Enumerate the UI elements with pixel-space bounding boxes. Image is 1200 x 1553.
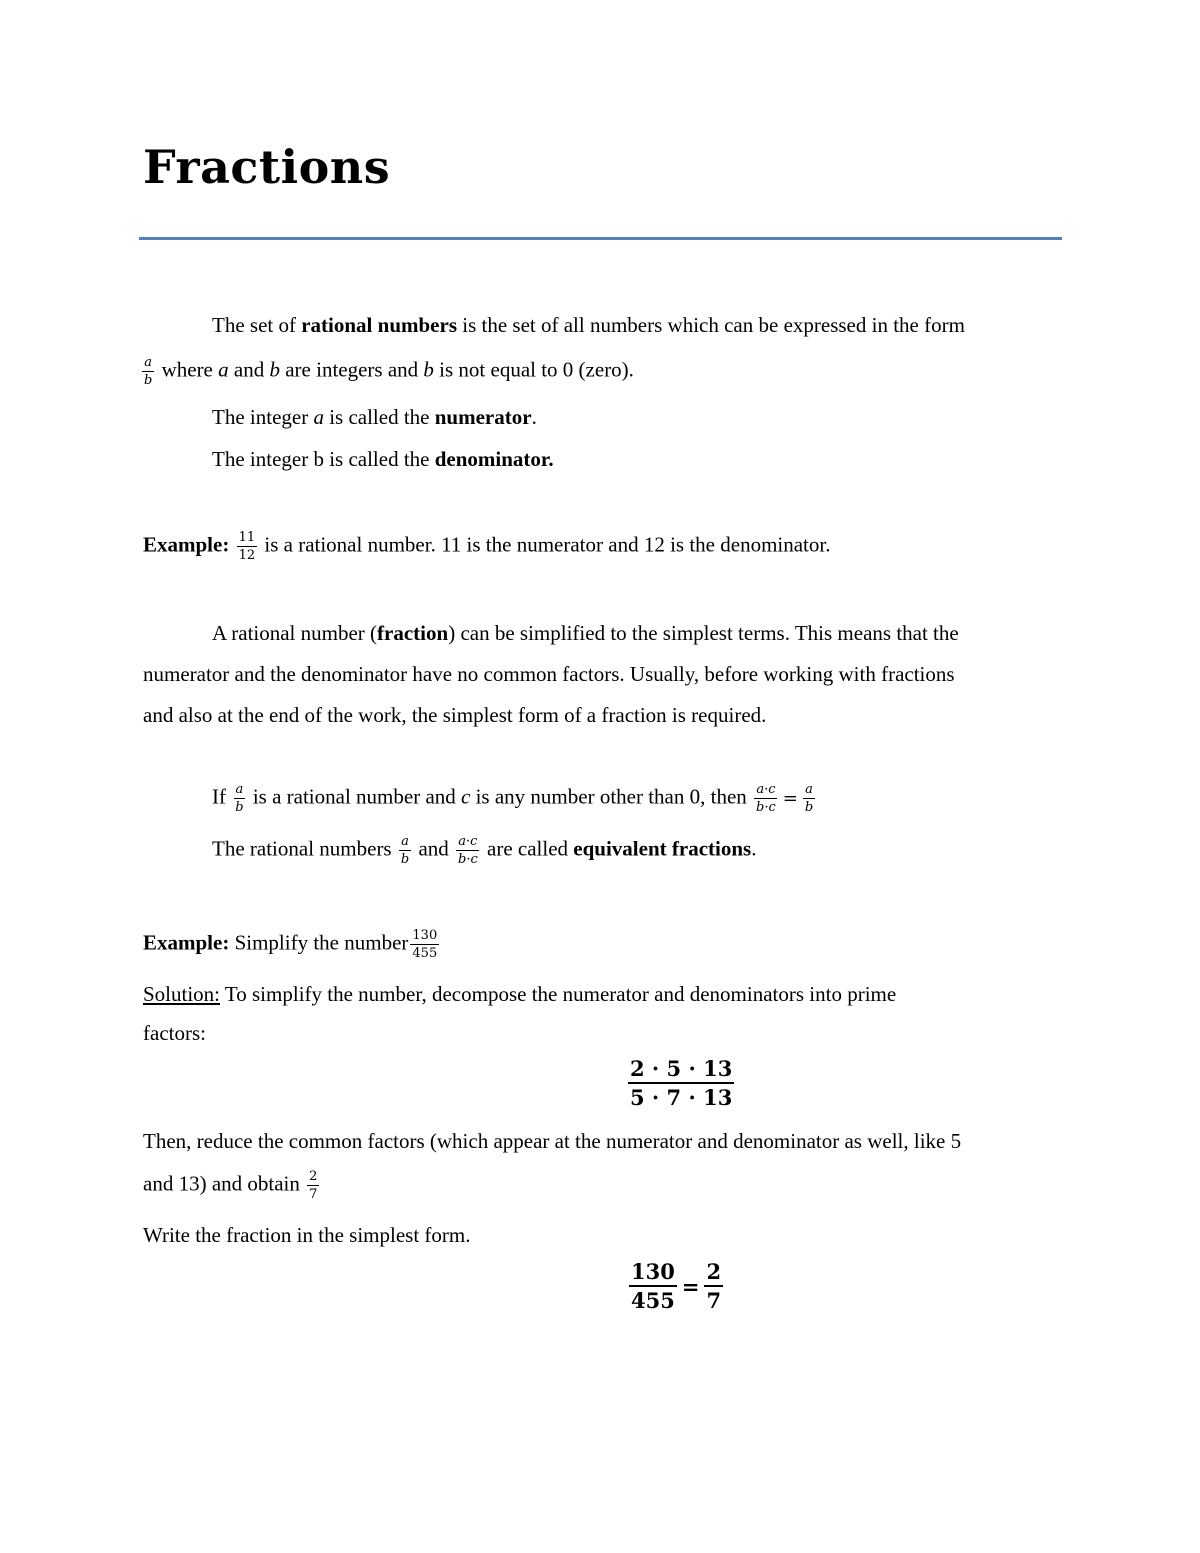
text: . [531, 405, 537, 429]
example-label: Example: [143, 532, 230, 557]
intro-line-2 [140, 356, 634, 387]
prime-factorization [626, 1058, 736, 1108]
fraction-130-over-455 [410, 929, 439, 960]
denominator: b·c [458, 852, 478, 867]
numerator: 130 [629, 1261, 677, 1287]
denominator: 7 [706, 1288, 722, 1313]
variable-c: c [461, 784, 471, 809]
fraction-ac-over-bc [456, 835, 480, 866]
simplify-line-3: and also at the end of the work, the simplest form of a fraction is required. [143, 703, 767, 727]
text: Simplify the number [229, 930, 409, 955]
text: where [156, 357, 219, 382]
fraction-130-over-455 [629, 1261, 677, 1311]
title-underline [139, 237, 1062, 240]
numerator: a [144, 355, 153, 370]
rational-numbers-term: rational numbers [301, 313, 457, 337]
numerator: a [401, 834, 409, 849]
denominator: 5 · 7 · 13 [630, 1085, 733, 1110]
text: and [228, 357, 270, 382]
text: The integer [212, 405, 314, 429]
text: is any number other than 0, then [470, 784, 747, 809]
reduce-line-1: Then, reduce the common factors (which appear at the numerator and denominator as well, like 5 [143, 1129, 962, 1153]
denominator: 7 [309, 1187, 318, 1202]
text: is called the [323, 405, 435, 429]
text: is a rational number and [247, 784, 462, 809]
text: is a rational number. 11 is the numerator and 12 is the denominator. [259, 532, 831, 557]
denominator: b [235, 800, 244, 815]
variable-b: b [269, 357, 280, 382]
numerator: a [235, 782, 244, 797]
text: and [413, 836, 455, 861]
numerator-definition [212, 405, 537, 430]
numerator: 11 [238, 530, 256, 545]
numerator: 2 · 5 · 13 [628, 1058, 734, 1084]
text: To simplify the number, decompose the numerator and denominators into prime [220, 982, 897, 1006]
simplify-line-2: numerator and the denominator have no common factors. Usually, before working with fractions [143, 662, 955, 686]
numerator: a·c [458, 834, 478, 849]
fraction-a-over-b [233, 783, 245, 814]
denominator: 455 [631, 1288, 675, 1313]
text: The set of [212, 313, 302, 337]
text: If [212, 784, 232, 809]
numerator: 130 [412, 928, 438, 943]
denominator: b [144, 373, 153, 388]
denominator-definition [212, 447, 554, 472]
numerator: 2 [704, 1261, 723, 1287]
final-equation [627, 1261, 725, 1311]
denominator: 455 [412, 946, 438, 961]
text: ) can be simplified to the simplest terms. This means that the [448, 621, 959, 645]
denominator: 12 [238, 548, 256, 563]
text: A rational number ( [212, 621, 378, 645]
write-line: Write the fraction in the simplest form. [143, 1223, 471, 1247]
denominator: b [804, 800, 814, 815]
equals-sign: = [782, 788, 798, 809]
denominator: b [400, 852, 410, 867]
reduce-line-2 [143, 1170, 321, 1201]
solution-line-1 [143, 982, 896, 1007]
example-1 [143, 531, 830, 562]
fraction-a-over-b [399, 835, 411, 866]
example-2 [143, 929, 441, 960]
fraction-a-over-b [142, 356, 154, 387]
simplify-line-1 [212, 621, 959, 646]
variable-a: a [313, 405, 324, 429]
fraction-2-over-7 [307, 1170, 319, 1201]
denominator: b·c [756, 800, 776, 815]
fraction-term: fraction [377, 621, 449, 645]
fraction-11-over-12 [237, 531, 258, 562]
text: is not equal to 0 (zero). [433, 357, 634, 382]
numerator: a [805, 782, 813, 797]
text: . [751, 836, 757, 861]
solution-line-2: factors: [143, 1021, 206, 1045]
page-title: Fractions [143, 140, 391, 194]
factor-fraction [628, 1058, 734, 1108]
numerator: a·c [756, 782, 776, 797]
fraction-ac-over-bc [754, 783, 778, 814]
numerator: 2 [309, 1169, 318, 1184]
example-label: Example: [143, 930, 230, 955]
equals-sign: = [681, 1273, 700, 1299]
text: are called [481, 836, 574, 861]
variable-a: a [218, 357, 229, 382]
equivalent-fractions-term: equivalent fractions [573, 836, 752, 861]
text: is the set of all numbers which can be expressed in the form [457, 313, 965, 337]
variable-b: b [423, 357, 434, 382]
text: The rational numbers [212, 836, 397, 861]
solution-label: Solution: [143, 982, 221, 1006]
fraction-a-over-b [803, 783, 815, 814]
text: are integers and [279, 357, 424, 382]
denominator-term: denominator. [434, 447, 554, 471]
numerator-term: numerator [434, 405, 532, 429]
equivalent-fractions-line [212, 835, 756, 866]
text: The integer b is called the [212, 447, 435, 471]
intro-line-1 [212, 313, 965, 338]
text: and 13) and obtain [143, 1171, 306, 1196]
equivalence-rule [212, 783, 817, 814]
fraction-2-over-7 [704, 1261, 723, 1311]
